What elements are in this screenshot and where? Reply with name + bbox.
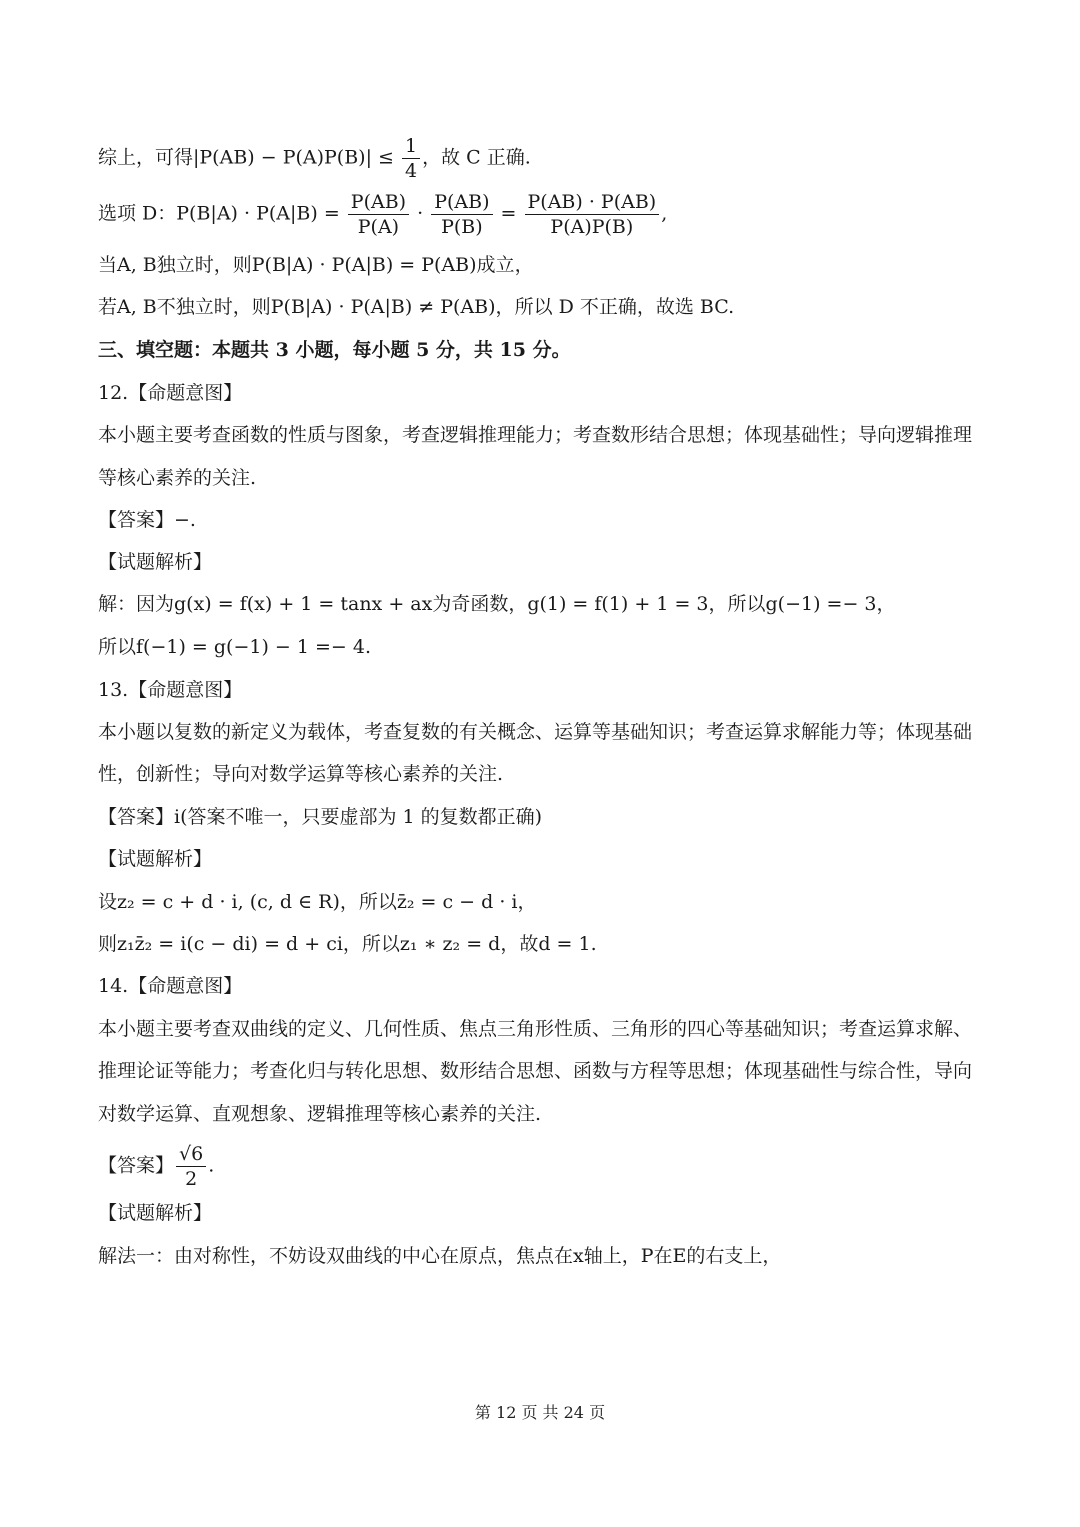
text-line: 推理论证等能力；考查化归与转化思想、数形结合思想、函数与方程等思想；体现基础性与综合性，导向 — [98, 1060, 973, 1082]
fraction-one-quarter: $\frac{1}{4}$ — [402, 134, 420, 183]
fraction-sqrt6-over-2: $\frac{√6}{2}$ — [176, 1142, 206, 1191]
text-line: 设z₂ = c + d · i, (c, d ∈ R)，所以z̄₂ = c − d · i， — [98, 891, 537, 913]
text-line: 所以f(−1) = g(−1) − 1 =− 4. — [98, 636, 371, 658]
text-line: 本小题主要考查函数的性质与图象，考查逻辑推理能力；考查数形结合思想；体现基础性；导向逻辑推理 — [98, 424, 973, 446]
text-line: 则z₁z̄₂ = i(c − di) = d + ci，所以z₁ ∗ z₂ = d，故d = 1. — [98, 933, 597, 955]
text-line: 解：因为g(x) = f(x) + 1 = tanx + ax为奇函数，g(1) = f(1) + 1 = 3，所以g(−1) =− 3， — [98, 593, 896, 615]
fraction-pab-pb: $\frac{P(AB)}{P(B)}$ — [431, 190, 492, 239]
text-line: 性，创新性；导向对数学运算等核心素养的关注. — [98, 763, 504, 785]
text-line: 等核心素养的关注. — [98, 467, 257, 489]
question-label-13: 13.【命题意图】 — [98, 679, 243, 701]
analysis-label: 【试题解析】 — [98, 848, 213, 870]
question-label-12: 12.【命题意图】 — [98, 382, 243, 404]
page-footer: 第 12 页 共 24 页 — [474, 1403, 606, 1422]
question-label-14: 14.【命题意图】 — [98, 975, 243, 997]
fraction-product: $\frac{P(AB) \cdot P(AB)}{P(A)P(B)}$ — [525, 190, 660, 239]
text-line: 本小题主要考查双曲线的定义、几何性质、焦点三角形性质、三角形的四心等基础知识；考查运算求解、 — [98, 1018, 973, 1040]
text-line: 解法一：由对称性，不妨设双曲线的中心在原点，焦点在x轴上，P在E的右支上， — [98, 1245, 782, 1267]
analysis-label: 【试题解析】 — [98, 551, 213, 573]
answer-line: 【答案】−. — [98, 509, 196, 531]
text-line-summary-c: 综上，可得|P(AB) − P(A)P(B)| ≤ $\frac{1}{4}$ ，故 C 正确. — [98, 135, 531, 182]
fraction-pab-pa: $\frac{P(AB)}{P(A)}$ — [348, 190, 409, 239]
text-line: 当A, B独立时，则P(B|A) · P(A|B) = P(AB)成立， — [98, 254, 534, 276]
text-line: 若A, B不独立时，则P(B|A) · P(A|B) ≠ P(AB)，所以 D 不正确，故选 BC. — [98, 296, 735, 318]
analysis-label: 【试题解析】 — [98, 1202, 213, 1224]
text-line: 对数学运算、直观想象、逻辑推理等核心素养的关注. — [98, 1103, 542, 1125]
answer-line-fraction: 【答案】 $\frac{√6}{2}$ . — [98, 1143, 215, 1190]
text-line-option-d: 选项 D：P(B|A) · P(A|B) = $\frac{P(AB)}{P(A)}$ · $\frac{P(AB)}{P(B)}$ = $\frac{P(AB) \cdot P(AB)}{P(A)P(B)}$ , — [98, 191, 668, 238]
answer-line: 【答案】i(答案不唯一，只要虚部为 1 的复数都正确) — [98, 806, 543, 828]
section-heading: 三、填空题：本题共 3 小题，每小题 5 分，共 15 分。 — [98, 339, 571, 361]
text-line: 本小题以复数的新定义为载体，考查复数的有关概念、运算等基础知识；考查运算求解能力等；体现基础 — [98, 721, 973, 743]
